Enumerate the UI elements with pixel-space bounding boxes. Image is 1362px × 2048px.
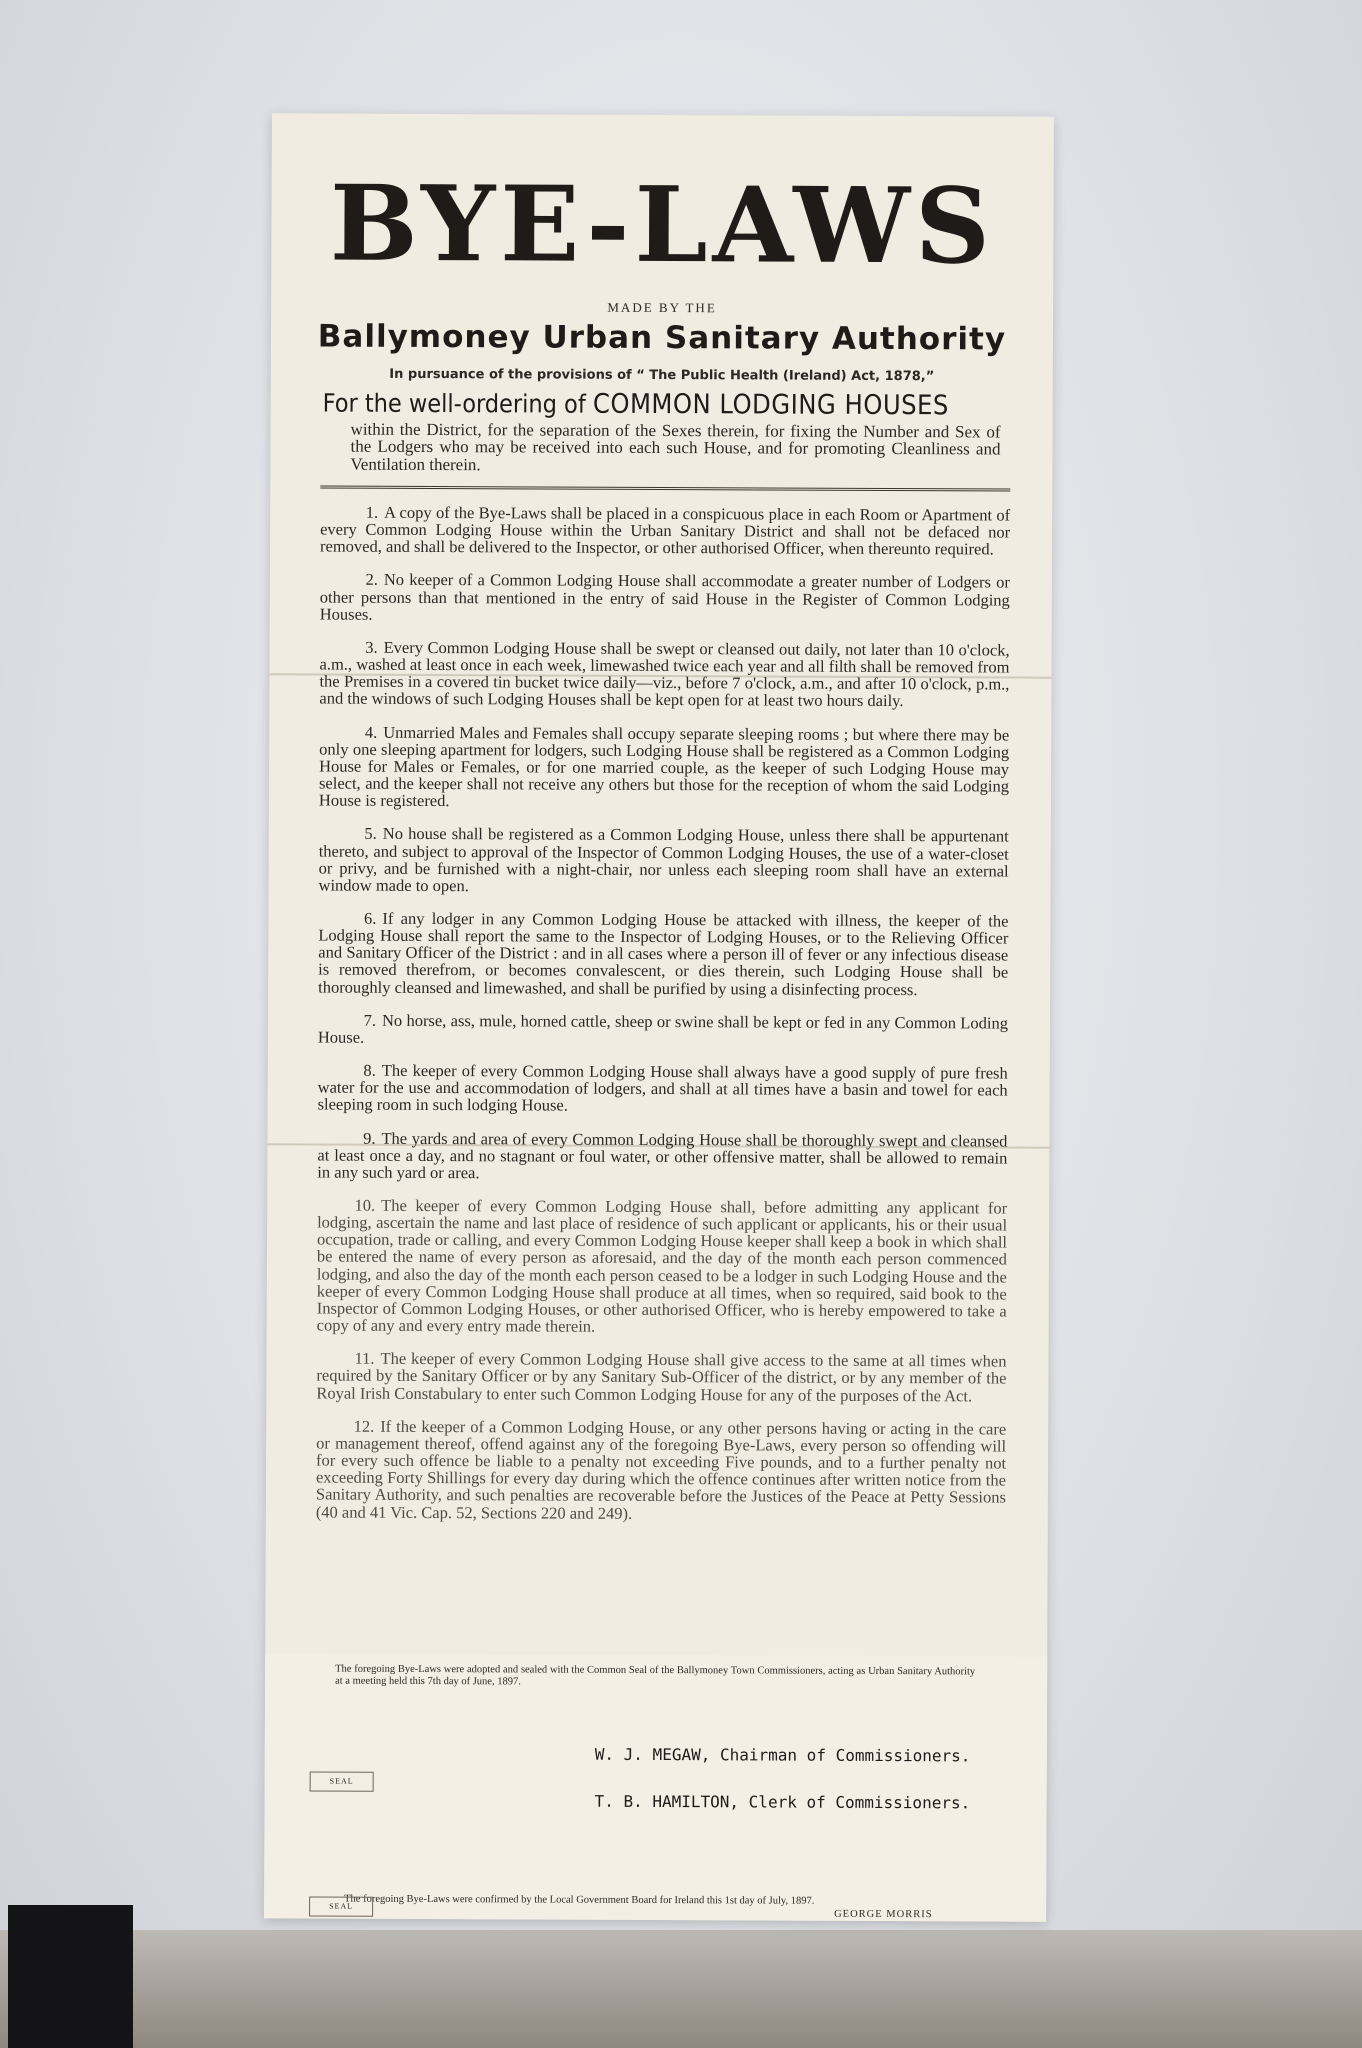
floor-surface (0, 1930, 1362, 2048)
clause-text: If the keeper of a Common Lodging House, or any other persons having or acting in the care or management thereof, offend against any of the foregoing Bye-Laws, every person so offending will for every such offence be liable to a penalty not exceeding Five pounds, and to a further penalty not exceeding Forty Shillings for every day during which the offence continues after written notice from the Sanitary Authority, and such penalties are recoverable before the Justices of the Peace at Petty Sessions (40 and 41 Vic. Cap. 52, Sections 220 and 249). (315, 1416, 1007, 1523)
well-ordering-heading (323, 389, 1053, 422)
clause-4 (319, 723, 1009, 812)
clause-number: 10. (354, 1195, 376, 1215)
clause-text: Unmarried Males and Females shall occupy separate sleeping rooms ; but where there may be only one sleeping apartment for lodgers, such Lodging House shall be registered as a Common Lodging House for Males or Females, or for one married couple, as the keeper of such Lodging House may select, and the keeper shall not receive any others but those for the reception of whom the said Lodging House is registered. (318, 722, 1010, 811)
dark-object (8, 1905, 133, 2048)
clause-1 (320, 504, 1010, 558)
clause-2 (320, 571, 1010, 625)
clause-text: The keeper of every Common Lodging House shall always have a good supply of pure fresh water for the use and accommodation of lodgers, and shall at all times have a basin and towel for each sleeping room in such lodging House. (317, 1060, 1008, 1115)
clause-number: 5. (364, 824, 377, 844)
chairman-signature: W. J. MEGAW, Chairman of Commissioners. (594, 1744, 971, 1766)
clause-10 (317, 1197, 1008, 1337)
clause-number: 4. (364, 722, 378, 742)
well-ordering-caps: COMMON LODGING HOUSES (592, 388, 949, 422)
signature-section (264, 1653, 1047, 1921)
clause-text: The keeper of every Common Lodging House shall give access to the same at all times when required by the Sanitary Officer or by any Sanitary Sub-Officer of the district, or by any member of the Royal Irish Constabulary to enter such Common Lodging House for any of the purposes of the Act. (316, 1349, 1007, 1405)
clause-number: 9. (363, 1128, 376, 1148)
adoption-note: The foregoing Bye-Laws were adopted and sealed with the Common Seal of the Ballymoney Town Commissioners, acting as Urban Sanitary Authority at a meeting held this 7th day of June, 1897. (335, 1663, 976, 1688)
seal-box-2: SEAL (309, 1896, 373, 1916)
clause-12 (316, 1417, 1006, 1523)
clause-number: 1. (365, 502, 379, 522)
clause-text: A copy of the Bye-Laws shall be placed in a conspicuous place in each Room or Apartment of every Common Lodging House within the Urban Sanitary District and shall not be defaced nor removed, and shall be delivered to the Inspector, or other authorised Officer, when thereunto required. (320, 502, 1011, 559)
authority-name: Ballymoney Urban Sanitary Authority (317, 318, 1007, 358)
intro-paragraph: within the District, for the separation of the Sexes therein, for fixing the Number and Sex of the Lodgers who may be received into each such House, and for promoting Cleanliness and Ventilation therein. (350, 419, 1001, 474)
clause-7 (318, 1011, 1008, 1048)
clause-text: The yards and area of every Common Lodging House shall be thoroughly swept and cleansed at least once a day, and no stagnant or foul water, or other offensive matter, shall be allowed to remain in any such yard or area. (317, 1128, 1008, 1183)
confirmation-note: The foregoing Bye-Laws were confirmed by the Local Government Board for Ireland this 1st day of July, 1897. (344, 1893, 815, 1907)
clause-text: No horse, ass, mule, horned cattle, sheep or swine shall be kept or fed in any Common Loding House. (317, 1010, 1009, 1047)
confirmed-by-name: GEORGE MORRIS (834, 1908, 933, 1921)
clause-3 (319, 638, 1009, 710)
clerk-signature: T. B. HAMILTON, Clerk of Commissioners. (594, 1791, 971, 1813)
clause-11 (316, 1350, 1006, 1404)
clause-text: No keeper of a Common Lodging House shall accommodate a greater number of Lodgers or other persons than that mentioned in the entry of said House in the Register of Common Lodging Houses. (319, 570, 1010, 624)
clause-number: 12. (353, 1416, 375, 1436)
poster-title: BYE-LAWS (329, 161, 996, 288)
clause-number: 2. (365, 570, 378, 590)
well-ordering-prefix: For the well-ordering of (322, 388, 593, 419)
clause-9 (317, 1129, 1007, 1183)
clause-list (316, 504, 1010, 1540)
clause-text: Every Common Lodging House shall be swept or cleansed out daily, not later than 10 o'clock, a.m., washed at least once in each week, limewashed twice each year and all filth shall be removed from the Premises in a covered tin bucket twice daily—viz., before 7 o'clock, a.m., and after 10 o'clock, p.m., and the windows of such Lodging Houses shall be kept open for at least two hours daily. (319, 637, 1010, 711)
clause-number: 6. (364, 908, 377, 928)
made-by-line: MADE BY THE (607, 299, 717, 316)
clause-6 (318, 909, 1008, 998)
clause-text: The keeper of every Common Lodging House shall, before admitting any applicant for lodging, ascertain the name and last place of residence of such applicant or applicants, his or their usual occupation, trade or calling, and every Common Lodging House keeper shall keep a book in which shall be entered the name of every person as aforesaid, and the day of the month each person commenced lodging, and also the day of the month each person ceased to be a lodger in such Lodging House and the keeper of every Common Lodging House shall produce at all times, when so required, said book to the Inspector of Common Lodging Houses, or other authorised Officer, who is hereby empowered to take a copy of any and every entry made therein. (316, 1195, 1008, 1336)
clause-8 (318, 1062, 1008, 1116)
clause-text: No house shall be registered as a Common Lodging House, unless there shall be appurtenant thereto, and subject to approval of the Inspector of Common Lodging Houses, the use of a water-closet or privy, and be furnished with a night-chair, nor unless each sleeping room shall have an external window made to open. (318, 824, 1009, 895)
clause-number: 3. (365, 637, 378, 657)
clause-number: 7. (363, 1010, 377, 1030)
seal-box-1: SEAL (310, 1771, 374, 1791)
bye-laws-poster (264, 113, 1054, 1921)
pursuance-line: In pursuance of the provisions of “ The Public Health (Ireland) Act, 1878,” (389, 366, 935, 385)
clause-5 (319, 825, 1009, 897)
double-rule (320, 486, 1010, 492)
clause-text: If any lodger in any Common Lodging House be attacked with illness, the keeper of the Lodging House shall report the same to the Inspector of Lodging Houses, or to the Relieving Officer and Sanitary Officer of the District : and in all cases where a person ill of fever or any infectious disease is removed therefrom, or becomes convalescent, or dies therein, such Lodging House shall be thoroughly cleansed and limewashed, and shall be purified by using a disinfecting process. (318, 908, 1009, 999)
clause-number: 8. (363, 1060, 376, 1080)
clause-number: 11. (354, 1348, 375, 1369)
